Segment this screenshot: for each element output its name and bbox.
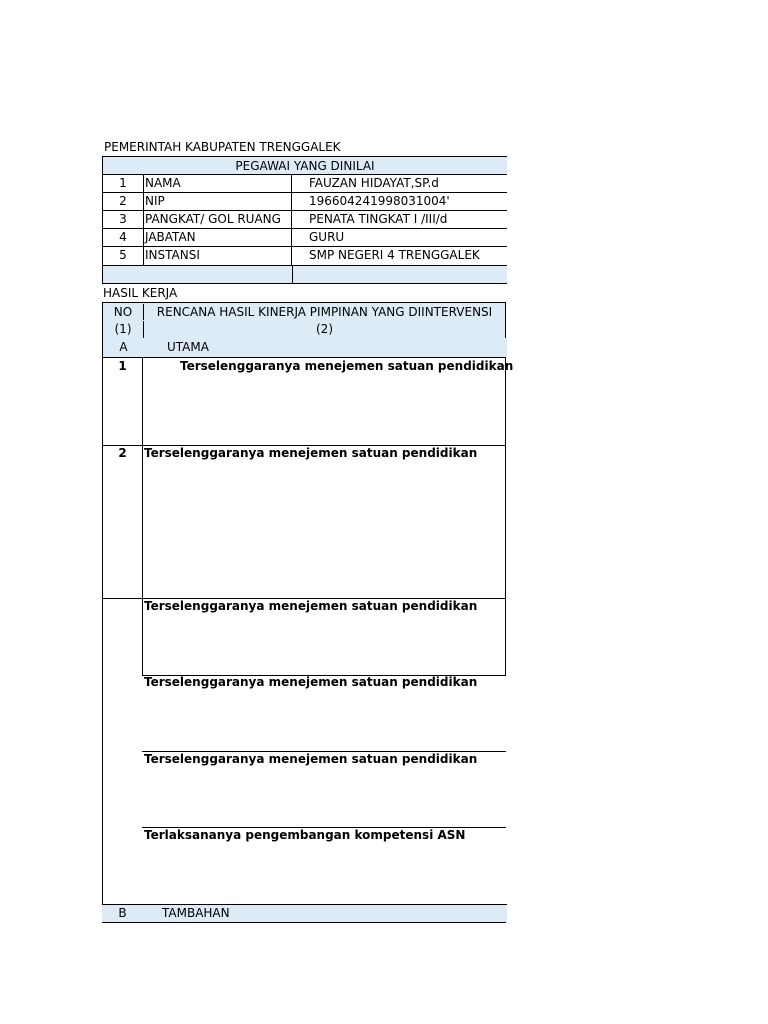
col-rencana-num: (2)	[316, 322, 333, 336]
row-no: 1	[103, 175, 144, 193]
hasil-kerja-title: HASIL KERJA	[103, 286, 178, 300]
row-label: NIP	[144, 193, 292, 211]
empty-cell	[103, 266, 293, 284]
col-no-num: (1)	[103, 321, 144, 338]
row-value: SMP NEGERI 4 TRENGGALEK	[309, 248, 480, 262]
section-b-letter: B	[118, 906, 127, 920]
pegawai-row	[102, 246, 507, 265]
row-value: PENATA TINGKAT I /III/d	[309, 212, 448, 226]
item-text: Terselenggaranya menejemen satuan pendidikan	[144, 446, 478, 460]
row-no: 4	[103, 229, 144, 247]
item-text: Terselenggaranya menejemen satuan pendidikan	[144, 752, 478, 766]
item-text: Terlaksananya pengembangan kompetensi ASN	[144, 828, 466, 842]
item-box	[102, 445, 506, 599]
section-a-label: UTAMA	[167, 340, 209, 354]
row-label: INSTANSI	[144, 247, 292, 265]
section-a-letter: A	[119, 340, 128, 354]
pegawai-row	[102, 228, 507, 247]
item-no: 2	[118, 446, 127, 460]
item-text: Terselenggaranya menejemen satuan pendidikan	[144, 599, 478, 613]
section-b-row	[102, 904, 507, 922]
pegawai-table	[102, 174, 507, 265]
column-number-row	[102, 320, 506, 339]
row-no: 5	[103, 247, 144, 265]
section-a-row	[102, 338, 507, 357]
row-label: PANGKAT/ GOL RUANG	[144, 211, 292, 229]
row-value: 196604241998031004'	[309, 194, 450, 208]
item-text: Terselenggaranya menejemen satuan pendidikan	[180, 359, 514, 373]
row-no: 2	[103, 193, 144, 211]
row-value: FAUZAN HIDAYAT,SP.d	[309, 176, 439, 190]
item-no: 1	[118, 359, 127, 373]
pegawai-title: PEGAWAI YANG DINILAI	[102, 156, 507, 175]
item-text: Terselenggaranya menejemen satuan pendidikan	[144, 675, 478, 689]
column-header-row	[102, 302, 506, 321]
pegawai-row	[102, 174, 507, 193]
col-rencana-header: RENCANA HASIL KINERJA PIMPINAN YANG DIINTERVENSI	[156, 305, 493, 319]
table-bottom-border	[102, 922, 506, 923]
item-divider	[142, 445, 143, 598]
row-value: GURU	[309, 230, 345, 244]
row-label: JABATAN	[144, 229, 292, 247]
empty-shaded-row	[102, 265, 507, 284]
row-label: NAMA	[144, 175, 292, 193]
section-b-label: TAMBAHAN	[162, 906, 230, 920]
row-no: 3	[103, 211, 144, 229]
org-title: PEMERINTAH KABUPATEN TRENGGALEK	[104, 140, 341, 154]
col-no-header: NO	[103, 304, 144, 321]
pegawai-row	[102, 210, 507, 229]
pegawai-row	[102, 192, 507, 211]
